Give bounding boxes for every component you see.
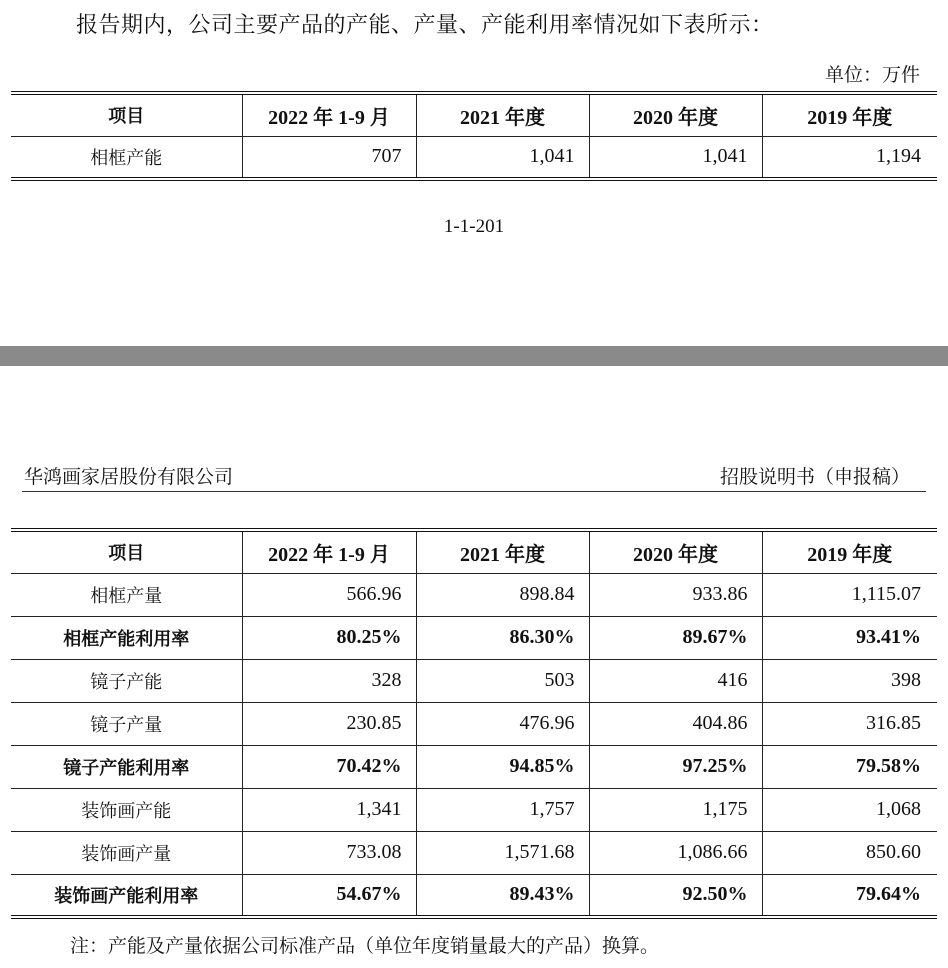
row-label: 相框产能 [11,136,242,179]
row-label: 相框产能利用率 [11,616,242,659]
cell-value: 1,041 [416,136,589,179]
cell-value: 898.84 [416,573,589,616]
table-row [11,573,937,616]
cell-value: 476.96 [416,702,589,745]
cell-value: 1,115.07 [762,573,937,616]
row-label: 装饰画产能利用率 [11,874,242,917]
col-header-2021: 2021 年度 [416,530,589,573]
cell-value: 398 [762,659,937,702]
table-header-row [11,93,937,136]
cell-value: 707 [242,136,416,179]
cell-value: 1,341 [242,788,416,831]
table-row [11,745,937,788]
col-header-2019: 2019 年度 [762,93,937,136]
table-row [11,659,937,702]
cell-value: 503 [416,659,589,702]
row-label: 镜子产能 [11,659,242,702]
cell-value: 89.43% [416,874,589,917]
table-row [11,788,937,831]
cell-value: 1,041 [589,136,762,179]
header-company: 华鸿画家居股份有限公司 [24,466,234,488]
table-row [11,874,937,917]
cell-value: 1,068 [762,788,937,831]
page-number: 1-1-201 [443,216,505,237]
cell-value: 1,757 [416,788,589,831]
row-label: 装饰画产量 [11,831,242,874]
header-rule [22,491,926,492]
cell-value: 328 [242,659,416,702]
table-row [11,831,937,874]
col-header-2019: 2019 年度 [762,530,937,573]
cell-value: 566.96 [242,573,416,616]
cell-value: 733.08 [242,831,416,874]
unit-label: 单位：万件 [824,64,920,86]
table-row [11,702,937,745]
cell-value: 93.41% [762,616,937,659]
col-header-item: 项目 [11,530,242,573]
cell-value: 1,086.66 [589,831,762,874]
capacity-table-part1 [11,91,937,181]
capacity-table-part2 [11,528,937,919]
page-divider [0,346,948,366]
col-header-2020: 2020 年度 [589,530,762,573]
cell-value: 1,175 [589,788,762,831]
cell-value: 230.85 [242,702,416,745]
table-header-row [11,530,937,573]
cell-value: 1,571.68 [416,831,589,874]
cell-value: 89.67% [589,616,762,659]
cell-value: 1,194 [762,136,937,179]
cell-value: 54.67% [242,874,416,917]
row-label: 镜子产能利用率 [11,745,242,788]
col-header-2022: 2022 年 1-9 月 [242,530,416,573]
intro-paragraph: 报告期内，公司主要产品的产能、产量、产能利用率情况如下表所示： [76,13,774,38]
cell-value: 79.64% [762,874,937,917]
col-header-2020: 2020 年度 [589,93,762,136]
table-row [11,136,937,179]
cell-value: 80.25% [242,616,416,659]
col-header-2021: 2021 年度 [416,93,589,136]
cell-value: 92.50% [589,874,762,917]
cell-value: 933.86 [589,573,762,616]
col-header-item: 项目 [11,93,242,136]
cell-value: 404.86 [589,702,762,745]
row-label: 相框产量 [11,573,242,616]
col-header-2022: 2022 年 1-9 月 [242,93,416,136]
row-label: 装饰画产能 [11,788,242,831]
cell-value: 97.25% [589,745,762,788]
footnote: 注：产能及产量依据公司标准产品（单位年度销量最大的产品）换算。 [70,935,660,957]
header-doc-title: 招股说明书（申报稿） [719,466,910,488]
cell-value: 316.85 [762,702,937,745]
cell-value: 850.60 [762,831,937,874]
cell-value: 94.85% [416,745,589,788]
row-label: 镜子产量 [11,702,242,745]
cell-value: 416 [589,659,762,702]
cell-value: 70.42% [242,745,416,788]
cell-value: 86.30% [416,616,589,659]
table-row [11,616,937,659]
cell-value: 79.58% [762,745,937,788]
